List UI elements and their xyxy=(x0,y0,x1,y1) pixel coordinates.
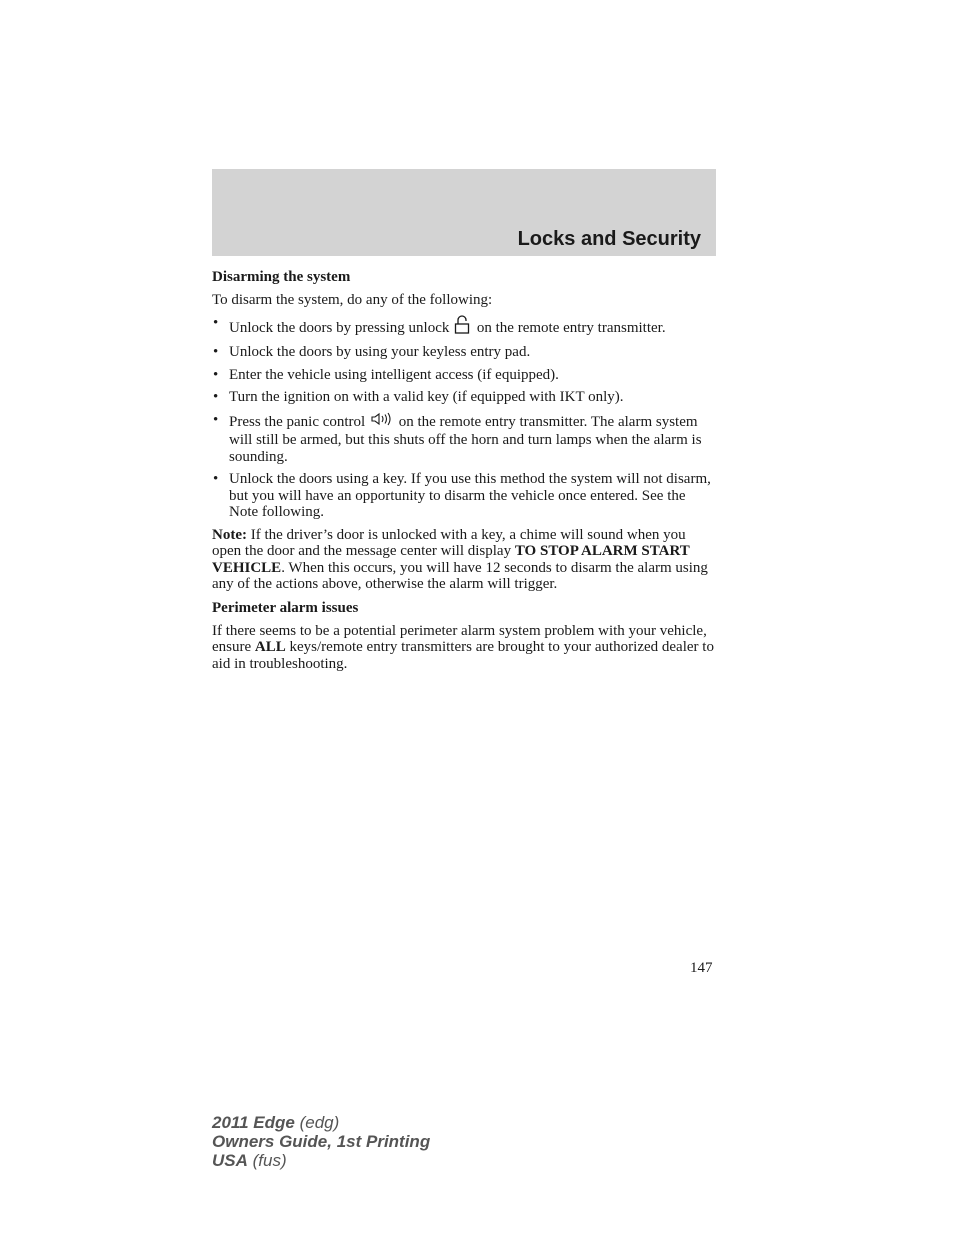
list-item: • Unlock the doors by pressing unlock on the remote entry transmitter. xyxy=(212,315,718,339)
footer xyxy=(212,1113,430,1170)
list-item: • Unlock the doors by using your keyless entry pad. xyxy=(212,344,718,361)
section-header-band xyxy=(212,169,716,256)
note-label: Note: xyxy=(212,526,247,543)
list-item: • Press the panic control on the remote entry transmitter. The alarm system will still be armed, but this shuts off the horn and turn lamps when the alarm is sounding. xyxy=(212,412,718,466)
intro-paragraph: To disarm the system, do any of the following: xyxy=(212,292,493,308)
unlock-icon xyxy=(454,315,470,339)
list-item: • Turn the ignition on with a valid key (if equipped with IKT only). xyxy=(212,389,718,406)
heading-disarming: Disarming the system xyxy=(212,269,351,285)
page-number: 147 xyxy=(690,960,713,976)
list-item: • Unlock the doors using a key. If you use this method the system will not disarm, but you will have an opportunity to disarm the vehicle once entered. See the Note following. xyxy=(212,471,718,521)
footer-line-3: USA (fus) xyxy=(212,1151,287,1170)
footer-line-2: Owners Guide, 1st Printing xyxy=(212,1132,431,1151)
heading-perimeter: Perimeter alarm issues xyxy=(212,599,359,616)
perimeter-emphasis: ALL xyxy=(254,639,286,655)
disarm-options-list xyxy=(212,315,718,521)
list-item: • Enter the vehicle using intelligent access (if equipped). xyxy=(212,367,718,384)
perimeter-paragraph: If there seems to be a potential perimeter alarm system problem with your vehicle, ensure ALL keys/remote entry transmitters are brought to your authorized dealer to aid in troubleshooting. xyxy=(212,622,714,672)
section-title: Locks and Security xyxy=(517,228,701,250)
footer-line-1: 2011 Edge (edg) xyxy=(212,1113,340,1132)
panic-icon xyxy=(370,412,392,433)
note-emphasis: TO STOP ALARM START VEHICLE xyxy=(212,543,690,576)
note-paragraph: Note: If the driver’s door is unlocked with a key, a chime will sound when you open the door and the message center will display TO STOP ALARM START VEHICLE. When this occurs, you will have 12 seconds to disarm the alarm using any of the actions above, otherwise the alarm will trigger. xyxy=(212,526,708,592)
page-content xyxy=(212,268,718,678)
